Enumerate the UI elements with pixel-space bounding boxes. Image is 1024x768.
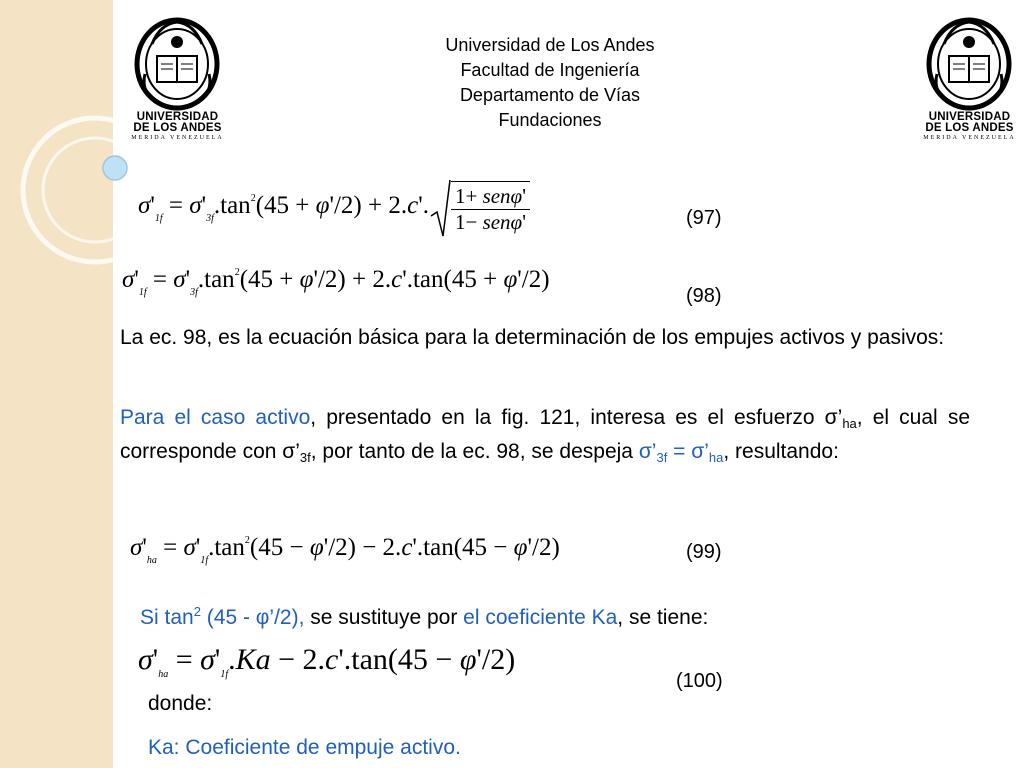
logo-line-1: UNIVERSIDAD	[928, 111, 1011, 123]
equation-number-100: (100)	[676, 670, 723, 692]
logo-line-3: MERIDA VENEZUELA	[923, 135, 1016, 141]
logo-line-1: UNIVERSIDAD	[136, 111, 219, 123]
sqrt-sign	[429, 178, 451, 238]
equation-99: $\sigma'_{ha} = \sigma'_{1f}.\tan^2(45 - \varphi'/2) - 2.c'.\tan(45 - \varphi'/2)$	[130, 534, 560, 566]
equation-100: $\sigma'_{ha} = \sigma'_{1f}.Ka - 2.c'.\tan(45 - \varphi'/2)$	[138, 643, 516, 680]
header-faculty: Facultad de Ingeniería	[460, 60, 640, 80]
equation-98: $\sigma'_{1f} = \sigma'_{3f}.\tan^2(45 + \varphi'/2) + 2.c'.\tan(45 + \varphi'/2)$	[122, 266, 550, 298]
logo-line-2: DE LOS ANDES	[133, 122, 222, 134]
header-department: Departamento de Vías	[459, 85, 641, 105]
logo-line-2: DE LOS ANDES	[925, 122, 1014, 134]
header-course: Fundaciones	[498, 110, 602, 130]
logo-line-3: MERIDA VENEZUELA	[131, 135, 224, 141]
paragraph-basic-equation: La ec. 98, es la ecuación básica para la determinación de los empujes activos y pasivos:	[120, 326, 945, 349]
active-case-link-text: Para el caso activo	[120, 406, 311, 429]
university-seal-icon	[922, 14, 1017, 112]
university-logo-left	[130, 14, 225, 141]
paragraph-ka-substitution: Si $\tan^2 (45$ - φ’/2), se sustituye por el coeficiente Ka, se tiene:	[140, 604, 709, 629]
donde-label: donde:	[148, 692, 213, 715]
slide-header	[400, 33, 700, 133]
equation-97: $\sigma'_{1f} = \sigma'_{3f}.\tan^2(45 + \varphi'/2) + 2.c'$. $\frac{\text{1+ senφ'}}{\text{1− senφ'}}$	[138, 178, 530, 238]
equation-number-98: (98)	[686, 285, 722, 307]
header-university: Universidad de Los Andes	[445, 35, 655, 55]
equation-number-97: (97)	[686, 207, 722, 229]
university-seal-icon	[130, 14, 225, 112]
paragraph-active-case: Para el caso activo, presentado en la fig. 121, interesa es el esfuerzo $\sigma’_{ha}$, el cual se corresponde con $\sigma’_{3f}$, por tanto de la ec. 98, se despeja $\sigma’_{3f}$ = $\sigma’_{ha}$, resultando:	[120, 406, 970, 465]
ka-definition: Ka: Coeficiente de empuje activo.	[148, 736, 461, 759]
university-logo-right	[922, 14, 1017, 141]
decorative-circles	[0, 0, 140, 768]
equation-number-99: (99)	[686, 541, 722, 563]
